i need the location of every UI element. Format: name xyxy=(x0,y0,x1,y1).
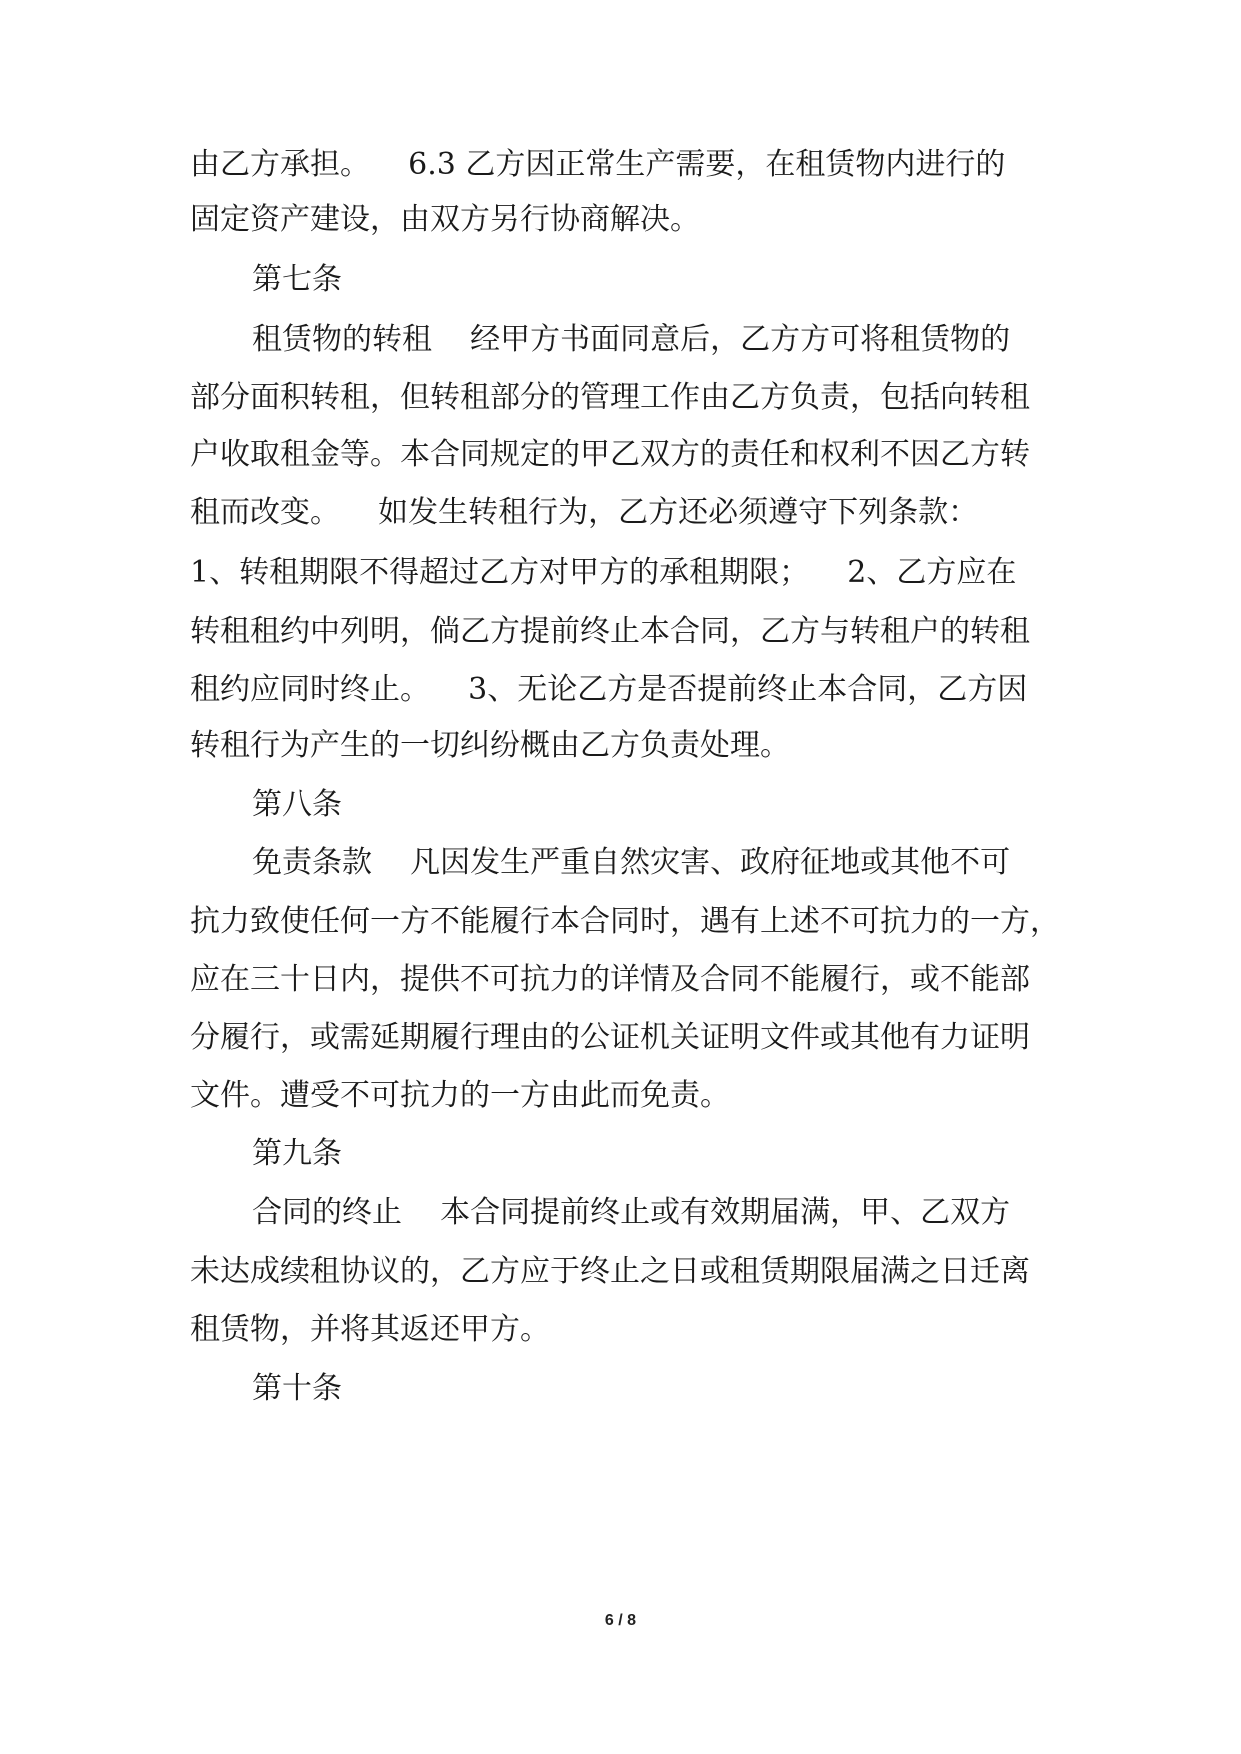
text-line: 文件。遭受不可抗力的一方由此而免责。 xyxy=(190,1078,730,1113)
text-line: 合同的终止 本合同提前终止或有效期届满，甲、乙双方 xyxy=(252,1195,1011,1230)
text-line: 转租行为产生的一切纠纷概由乙方负责处理。 xyxy=(190,728,790,763)
text-line: 部分面积转租，但转租部分的管理工作由乙方负责，包括向转租 xyxy=(190,380,1030,415)
text-line: 租赁物的转租 经甲方书面同意后，乙方方可将租赁物的 xyxy=(252,322,1011,357)
text-line: 转租租约中列明，倘乙方提前终止本合同，乙方与转租户的转租 xyxy=(190,614,1030,649)
clause-heading-7: 第七条 xyxy=(252,262,342,297)
text-line: 1、转租期限不得超过乙方对甲方的承租期限； 2、乙方应在 xyxy=(190,555,1017,590)
clause-heading-10: 第十条 xyxy=(252,1371,342,1406)
page-number: 6 / 8 xyxy=(604,1612,637,1629)
text-line: 免责条款 凡因发生严重自然灾害、政府征地或其他不可 xyxy=(252,845,1011,880)
text-line: 未达成续租协议的，乙方应于终止之日或租赁期限届满之日迁离 xyxy=(190,1254,1030,1289)
text-line: 租赁物，并将其返还甲方。 xyxy=(190,1312,550,1347)
clause-heading-9: 第九条 xyxy=(252,1136,342,1171)
text-line: 租约应同时终止。 3、无论乙方是否提前终止本合同，乙方因 xyxy=(190,672,1028,707)
text-line: 由乙方承担。 6.3 乙方因正常生产需要，在租赁物内进行的 xyxy=(190,147,1006,182)
text-line: 户收取租金等。本合同规定的甲乙双方的责任和权利不因乙方转 xyxy=(190,437,1030,472)
text-line: 固定资产建设，由双方另行协商解决。 xyxy=(190,202,700,237)
text-line: 租而改变。 如发生转租行为，乙方还必须遵守下列条款： xyxy=(190,495,979,530)
text-line: 应在三十日内，提供不可抗力的详情及合同不能履行，或不能部 xyxy=(190,962,1030,997)
text-line: 抗力致使任何一方不能履行本合同时，遇有上述不可抗力的一方， xyxy=(190,904,1060,939)
text-line: 分履行，或需延期履行理由的公证机关证明文件或其他有力证明 xyxy=(190,1020,1030,1055)
clause-heading-8: 第八条 xyxy=(252,787,342,822)
